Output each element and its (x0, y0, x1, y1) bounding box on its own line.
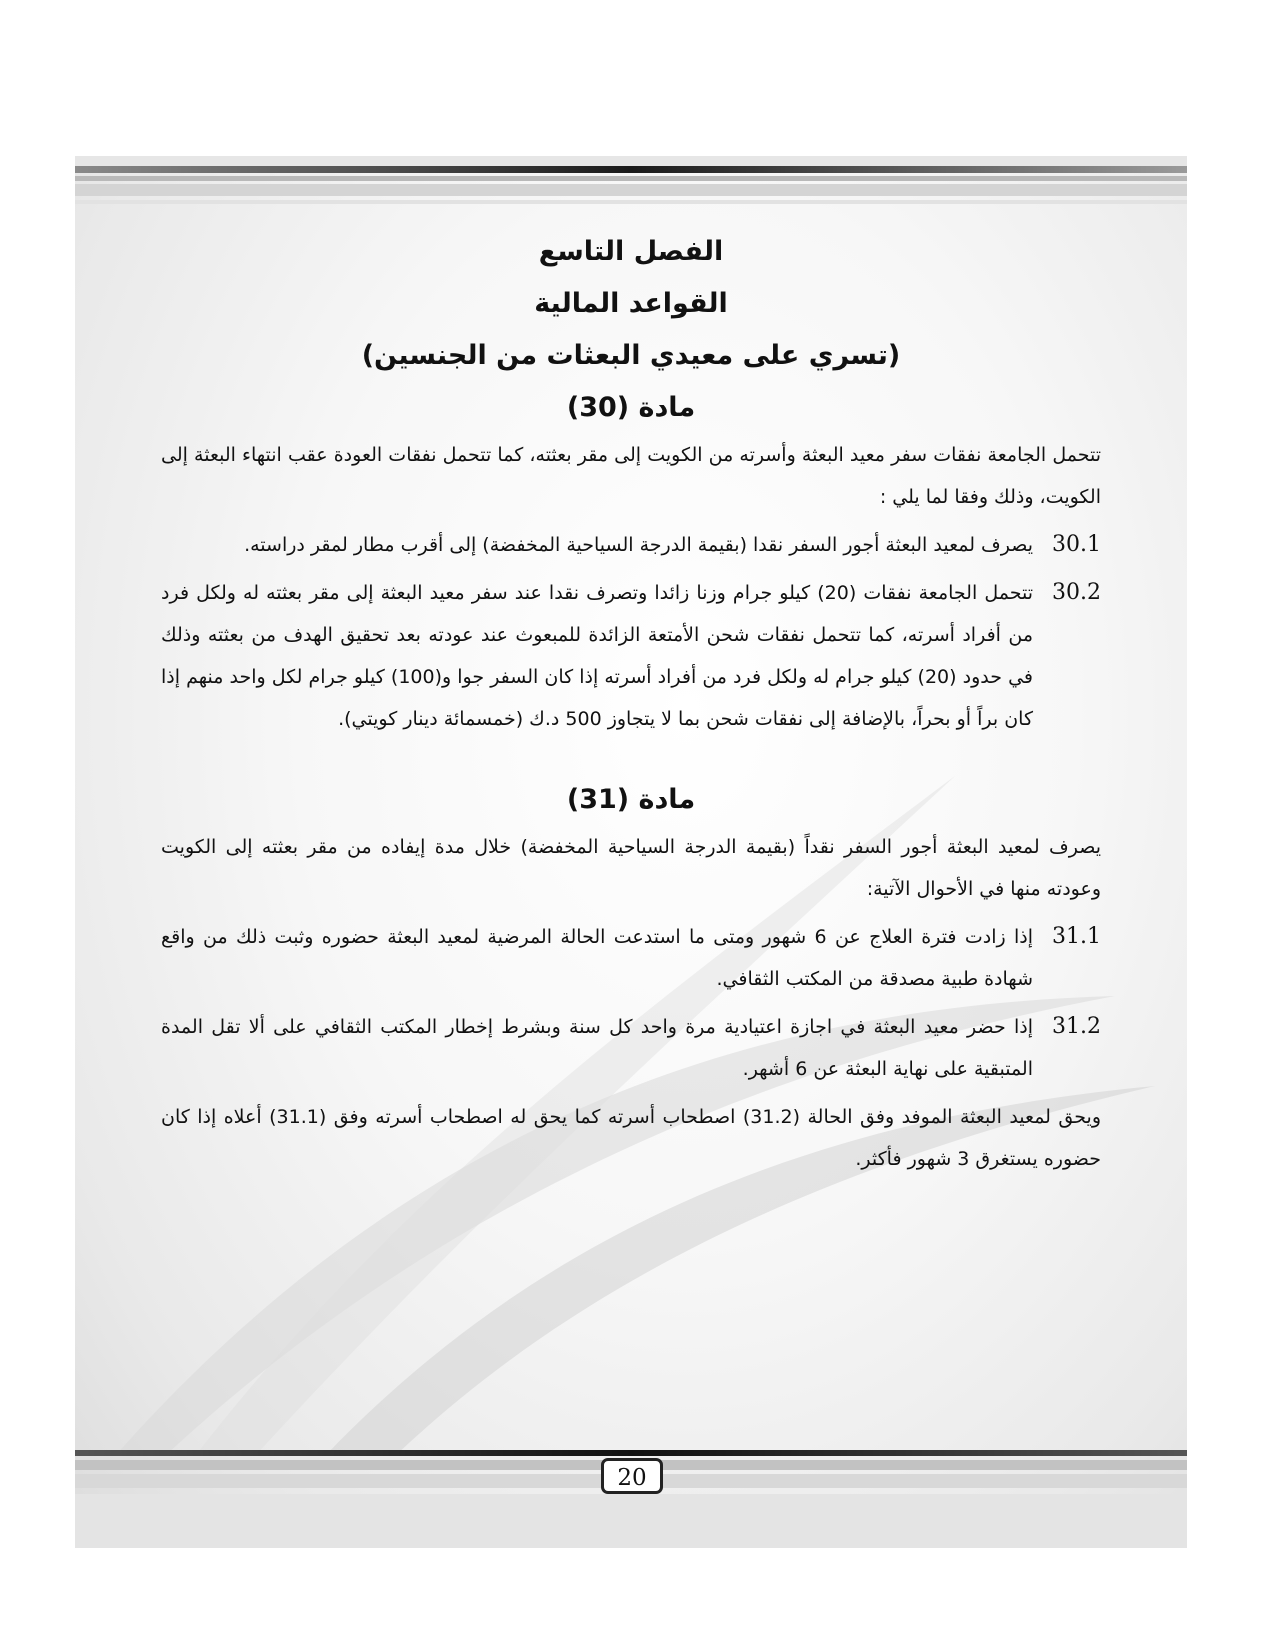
clause-number: 30.1 (1052, 532, 1101, 557)
article-31-closing: ويحق لمعيد البعثة الموفد وفق الحالة (31.2) اصطحاب أسرته كما يحق له اصطحاب أسرته وفق (31.1) أعلاه إذا كان حضوره يستغرق 3 شهور فأكثر. (161, 1106, 1101, 1170)
clause-31-1 (161, 916, 1101, 1000)
header-band (75, 156, 1187, 218)
article-30-intro: تتحمل الجامعة نفقات سفر معيد البعثة وأسرته من الكويت إلى مقر بعثته، كما تتحمل نفقات العودة عقب انتهاء البعثة إلى الكويت، وذلك وفقا لما يلي : (161, 444, 1101, 508)
chapter-title: الفصل التاسع (538, 236, 724, 267)
clause-31-2 (161, 1006, 1101, 1090)
clause-number: 31.1 (1052, 924, 1101, 949)
page-sheet (75, 156, 1187, 1548)
section-title: القواعد المالية (534, 288, 728, 319)
clause-text: يصرف لمعيد البعثة أجور السفر نقدا (بقيمة الدرجة السياحية المخفضة) إلى أقرب مطار لمقر دراسته. (244, 534, 1033, 556)
clause-30-2 (161, 572, 1101, 740)
scope-subtitle: (تسري على معيدي البعثات من الجنسين) (361, 340, 901, 371)
article-30-title: مادة (30) (566, 392, 696, 423)
page-number: 20 (601, 1458, 663, 1494)
clause-text: إذا زادت فترة العلاج عن 6 شهور ومتى ما استدعت الحالة المرضية لمعيد البعثة حضوره وثبت ذلك من واقع شهادة طبية مصدقة من المكتب الثقافي. (161, 926, 1033, 990)
clause-text: إذا حضر معيد البعثة في اجازة اعتيادية مرة واحد كل سنة وبشرط إخطار المكتب الثقافي على ألا تقل المدة المتبقية على نهاية البعثة عن 6 أشهر. (161, 1016, 1033, 1080)
clause-30-1 (161, 524, 1101, 566)
clause-number: 31.2 (1052, 1014, 1101, 1039)
document-body (161, 226, 1101, 1180)
clause-number: 30.2 (1052, 580, 1101, 605)
article-31-title: مادة (31) (566, 784, 696, 815)
article-31-intro: يصرف لمعيد البعثة أجور السفر نقداً (بقيمة الدرجة السياحية المخفضة) خلال مدة إيفاده من مقر بعثته إلى الكويت وعودته منها في الأحوال الآتية: (161, 836, 1101, 900)
clause-text: تتحمل الجامعة نفقات (20) كيلو جرام وزنا زائدا وتصرف نقدا عند سفر معيد البعثة إلى مقر بعثته له ولكل فرد من أفراد أسرته، كما تتحمل نفقات شحن الأمتعة الزائدة للمبعوث عند عودته بعد تحقيق الهدف من بعثته وذلك في حدود (20) كيلو جرام له ولكل فرد من أفراد أسرته إذا كان السفر جوا و(100) كيلو جرام لكل واحد منهم إذا كان براً أو بحراً، بالإضافة إلى نفقات شحن بما لا يتجاوز 500 د.ك (خمسمائة دينار كويتي). (161, 582, 1033, 730)
